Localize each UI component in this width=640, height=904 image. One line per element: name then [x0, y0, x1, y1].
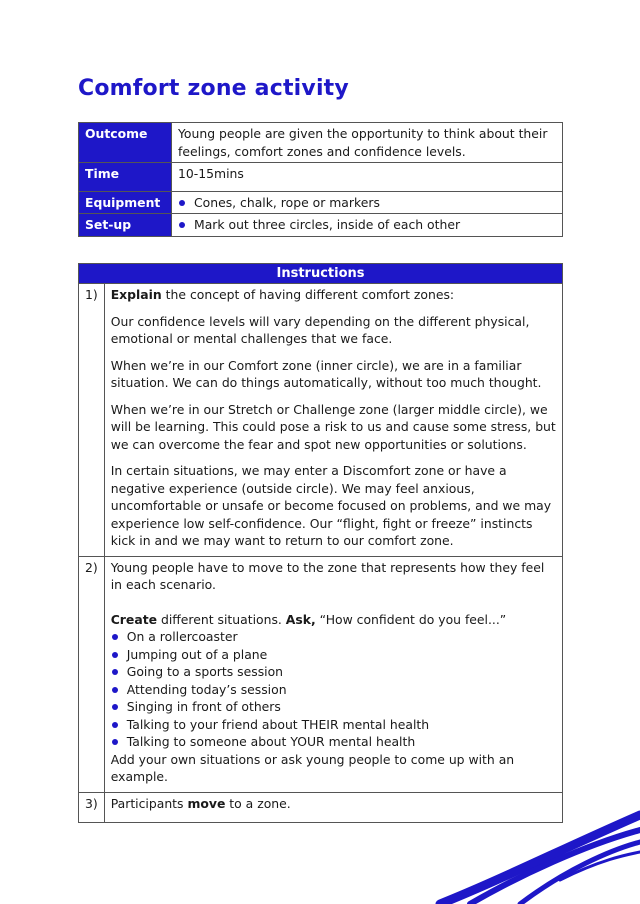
explain-text: the concept of having different comfort zones: [161, 287, 455, 302]
activity-summary-table [78, 122, 563, 237]
step-3-post: to a zone. [225, 795, 291, 811]
list-item [111, 663, 556, 681]
equipment-bullet [178, 194, 556, 212]
bullet-dot-icon [112, 669, 118, 675]
scenario-text: Going to a sports session [126, 664, 284, 679]
scenario-text: Talking to someone about YOUR mental health [126, 734, 416, 749]
list-item [111, 698, 556, 716]
summary-row-outcome [79, 123, 563, 163]
list-item [111, 733, 556, 751]
list-item [111, 681, 556, 699]
scenario-text: Talking to your friend about THEIR mental health [126, 716, 430, 732]
summary-row-setup [79, 214, 563, 237]
step-number: 3) [79, 792, 105, 823]
equipment-label: Equipment [79, 191, 172, 214]
step-2-create [111, 611, 556, 629]
instructions-header: Instructions [79, 264, 563, 284]
step-2-body [104, 556, 562, 792]
bullet-dot-icon [112, 704, 118, 710]
summary-row-equipment [79, 191, 563, 214]
time-value: 10-15mins [172, 163, 563, 192]
step-3-body [104, 792, 562, 823]
step-2-outro: Add your own situations or ask young people to come up with an example. [110, 751, 515, 784]
list-item [111, 628, 556, 646]
step-3-pre: Participants [110, 795, 188, 811]
outcome-label: Outcome [79, 123, 172, 163]
explain-bold: Explain [110, 287, 162, 302]
outcome-value: Young people are given the opportunity to think about their feelings, comfort zones and confidence levels. [172, 123, 563, 163]
list-item [111, 646, 556, 664]
step-1-body [104, 284, 562, 557]
bullet-dot-icon [112, 739, 118, 745]
time-label: Time [79, 163, 172, 192]
bullet-dot-icon [112, 652, 118, 658]
step-1-paragraph-1: Our confidence levels will vary depending on the different physical, emotional or mental challenges that we face. [110, 313, 530, 346]
setup-label: Set-up [79, 214, 172, 237]
bullet-dot-icon [112, 722, 118, 728]
summary-row-time [79, 163, 563, 192]
equipment-value: Cones, chalk, rope or markers [194, 194, 380, 210]
ask-bold: Ask, [285, 611, 316, 627]
step-3-bold: move [187, 795, 226, 811]
bullet-dot-icon [112, 687, 118, 693]
list-item [111, 716, 556, 734]
step-number: 2) [79, 556, 105, 792]
scenario-text: Attending today’s session [126, 681, 287, 697]
setup-cell [172, 214, 563, 237]
instructions-table [78, 263, 563, 823]
scenario-text: Jumping out of a plane [126, 646, 268, 662]
instruction-step-3 [79, 792, 563, 823]
instruction-step-1 [79, 284, 563, 557]
step-1-paragraph-4: In certain situations, we may enter a Discomfort zone or have a negative experience (outside circle). We may feel anxious, uncomfortable or unsafe or become focused on problems, and we may experience low self-confidence. Our “flight, fight or freeze” instincts kick in and we may want to return to our comfort zone. [110, 463, 552, 548]
scenario-text: Singing in front of others [126, 699, 281, 714]
instruction-step-2 [79, 556, 563, 792]
scenario-list [111, 628, 556, 751]
setup-value: Mark out three circles, inside of each other [194, 217, 461, 232]
bullet-dot-icon [112, 634, 118, 640]
create-text: different situations. [157, 611, 286, 627]
step-1-explain [111, 286, 556, 304]
ask-text: “How confident do you feel...” [315, 611, 507, 627]
bullet-dot-icon [179, 200, 185, 206]
page-title: Comfort zone activity [78, 76, 349, 101]
setup-bullet [178, 216, 556, 234]
step-number: 1) [79, 284, 105, 557]
scenario-text: On a rollercoaster [126, 629, 238, 644]
step-2-intro: Young people have to move to the zone that represents how they feel in each scenario. [110, 559, 545, 592]
create-bold: Create [110, 611, 158, 627]
step-1-paragraph-2: When we’re in our Comfort zone (inner circle), we are in a familiar situation. We can do things automatically, without too much thought. [110, 357, 542, 390]
equipment-cell [172, 191, 563, 214]
step-1-paragraph-3: When we’re in our Stretch or Challenge zone (larger middle circle), we will be learning. This could pose a risk to us and cause some stress, but we can overcome the fear and spot new opportunities or solutions. [110, 401, 556, 452]
bullet-dot-icon [179, 222, 185, 228]
